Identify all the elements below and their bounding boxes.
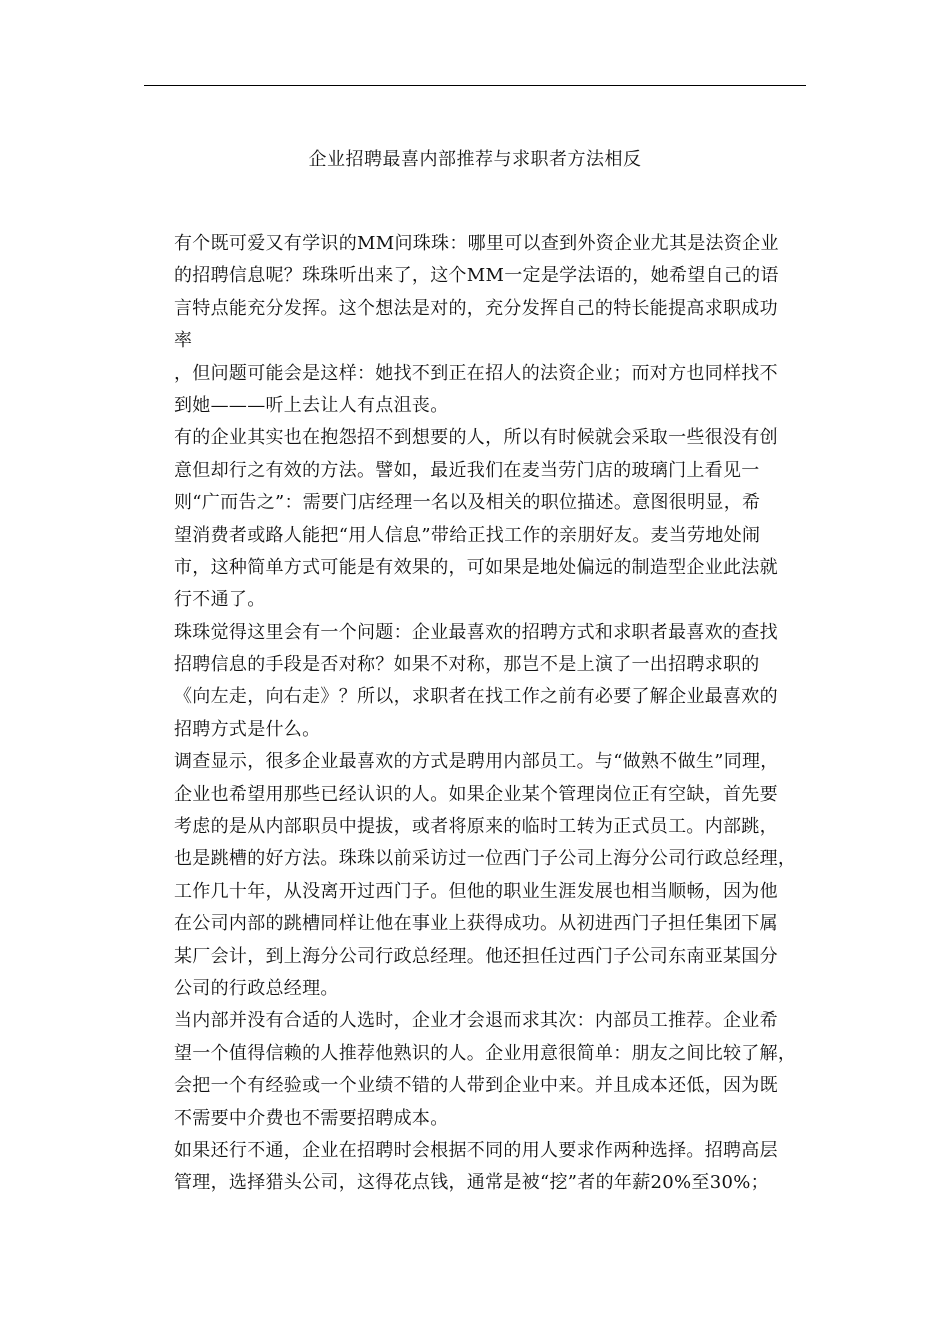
text-line: 考虑的是从内部职员中提拔，或者将原来的临时工转为正式员工。内部跳， — [174, 816, 778, 838]
text-line: 管理，选择猎头公司，这得花点钱，通常是被“挖”者的年薪20%至30%； — [174, 1172, 769, 1194]
text-line: 工作几十年，从没离开过西门子。但他的职业生涯发展也相当顺畅，因为他 — [174, 880, 778, 902]
text-line: 则“广而告之”：需要门店经理一名以及相关的职位描述。意图很明显，希 — [174, 492, 761, 514]
text-line: 行不通了。 — [174, 589, 266, 611]
text-line: 当内部并没有合适的人选时，企业才会退而求其次：内部员工推荐。企业希 — [174, 1010, 778, 1032]
text-line: 《向左走，向右走》？所以，求职者在找工作之前有必要了解企业最喜欢的 — [174, 686, 778, 708]
header-rule — [144, 85, 806, 86]
text-line: 有的企业其实也在抱怨招不到想要的人，所以有时候就会采取一些很没有创 — [174, 427, 778, 449]
text-line: 望消费者或路人能把“用人信息”带给正找工作的亲朋好友。麦当劳地处闹 — [174, 524, 761, 546]
text-line: 会把一个有经验或一个业绩不错的人带到企业中来。并且成本还低，因为既 — [174, 1075, 778, 1097]
text-line: 望一个值得信赖的人推荐他熟识的人。企业用意很简单：朋友之间比较了解， — [174, 1042, 797, 1064]
text-line: 率 — [174, 330, 193, 352]
text-line: 某厂会计，到上海分公司行政总经理。他还担任过西门子公司东南亚某国分 — [174, 945, 778, 967]
text-line: 调查显示，很多企业最喜欢的方式是聘用内部员工。与“做熟不做生”同理， — [174, 751, 779, 773]
text-line: 珠珠觉得这里会有一个问题：企业最喜欢的招聘方式和求职者最喜欢的查找 — [174, 621, 778, 643]
text-line: 在公司内部的跳槽同样让他在事业上获得成功。从初进西门子担任集团下属 — [174, 913, 778, 935]
document-body — [174, 228, 814, 1200]
text-line: 言特点能充分发挥。这个想法是对的，充分发挥自己的特长能提高求职成功 — [174, 297, 778, 319]
text-line: 招聘信息的手段是否对称？如果不对称，那岂不是上演了一出招聘求职的 — [174, 654, 760, 676]
text-line: 企业也希望用那些已经认识的人。如果企业某个管理岗位正有空缺，首先要 — [174, 783, 778, 805]
text-line: 意但却行之有效的方法。譬如，最近我们在麦当劳门店的玻璃门上看见一 — [174, 459, 760, 481]
text-line: 有个既可爱又有学识的MM问珠珠：哪里可以查到外资企业尤其是法资企业 — [174, 233, 779, 254]
text-line: 市，这种简单方式可能是有效果的，可如果是地处偏远的制造型企业此法就 — [174, 556, 778, 578]
text-line: 招聘方式是什么。 — [174, 718, 321, 740]
text-line: ，但问题可能会是这样：她找不到正在招人的法资企业；而对方也同样找不 — [174, 362, 778, 384]
text-line: 到她———听上去让人有点沮丧。 — [174, 394, 449, 416]
document-title: 企业招聘最喜内部推荐与求职者方法相反 — [308, 149, 642, 170]
text-line: 的招聘信息呢？珠珠听出来了，这个MM一定是学法语的，她希望自己的语 — [174, 265, 779, 287]
text-line: 如果还行不通，企业在招聘时会根据不同的用人要求作两种选择。招聘高层 — [174, 1139, 778, 1161]
text-line: 公司的行政总经理。 — [174, 977, 339, 999]
text-line: 不需要中介费也不需要招聘成本。 — [174, 1107, 449, 1129]
text-line: 也是跳槽的好方法。珠珠以前采访过一位西门子公司上海分公司行政总经理， — [174, 848, 797, 870]
